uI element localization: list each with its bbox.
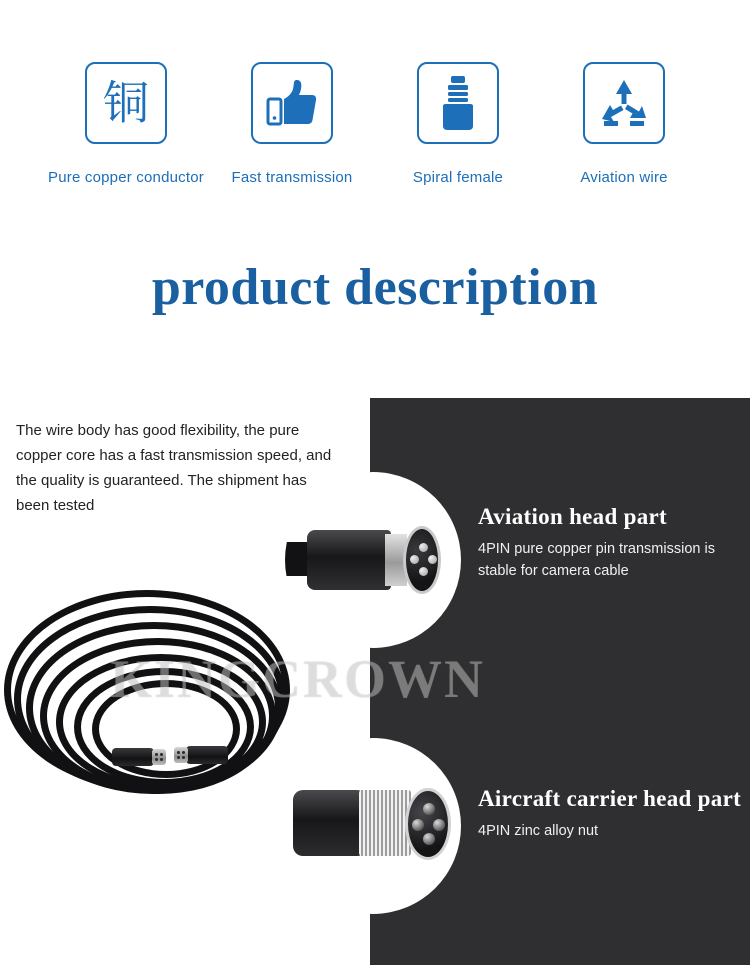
callout-aviation-head [478, 504, 736, 582]
feature-item-aviation-wire [553, 62, 695, 186]
connector-barrel [293, 790, 367, 856]
connector-pin-face [403, 526, 441, 594]
feature-icon-box [417, 62, 499, 144]
feature-item-transmission [221, 62, 363, 186]
connector-barrel [307, 530, 391, 590]
spiral-female-connector-icon [438, 75, 478, 131]
feature-label-spiral-female: Spiral female [412, 169, 504, 186]
connector-metal-shell [174, 747, 188, 763]
aviation-head-closeup-photo [285, 472, 461, 648]
connector-metal-shell [152, 749, 166, 765]
callout-description: 4PIN zinc alloy nut [478, 823, 599, 839]
feature-icon-box [251, 62, 333, 144]
connector-socket-face [405, 788, 451, 860]
callout-title: Aviation head part [478, 504, 667, 529]
product-description-text: The wire body has good flexibility, the pure copper core has a fast transmission speed, and the quality is guaranteed. The shipment has been tested [16, 422, 332, 514]
feature-item-spiral-female [387, 62, 529, 186]
feature-label-copper: Pure copper conductor [48, 169, 204, 186]
feature-item-copper [48, 62, 204, 186]
copper-character-icon: 铜 [103, 76, 149, 130]
recycle-icon [598, 77, 650, 129]
brand-watermark: KINGCROWN [110, 649, 486, 709]
feature-icon-box [85, 62, 167, 144]
callout-title: Aircraft carrier head part [478, 786, 742, 811]
feature-label-aviation-wire: Aviation wire [580, 169, 668, 186]
aircraft-carrier-head-closeup-photo [285, 738, 461, 914]
callout-aircraft-carrier-head [478, 786, 741, 842]
cable-connector-right [186, 746, 228, 764]
knurled-nut [359, 790, 411, 856]
page-title: product description [151, 259, 599, 316]
feature-label-transmission: Fast transmission [231, 169, 353, 186]
feature-icon-box [583, 62, 665, 144]
thumbs-up-icon [266, 77, 318, 129]
feature-highlights [0, 62, 750, 186]
callout-description: 4PIN pure copper pin transmission is stable for camera cable [478, 541, 715, 579]
cable-connector-left [112, 748, 154, 766]
coiled-cable-photo [0, 580, 330, 840]
